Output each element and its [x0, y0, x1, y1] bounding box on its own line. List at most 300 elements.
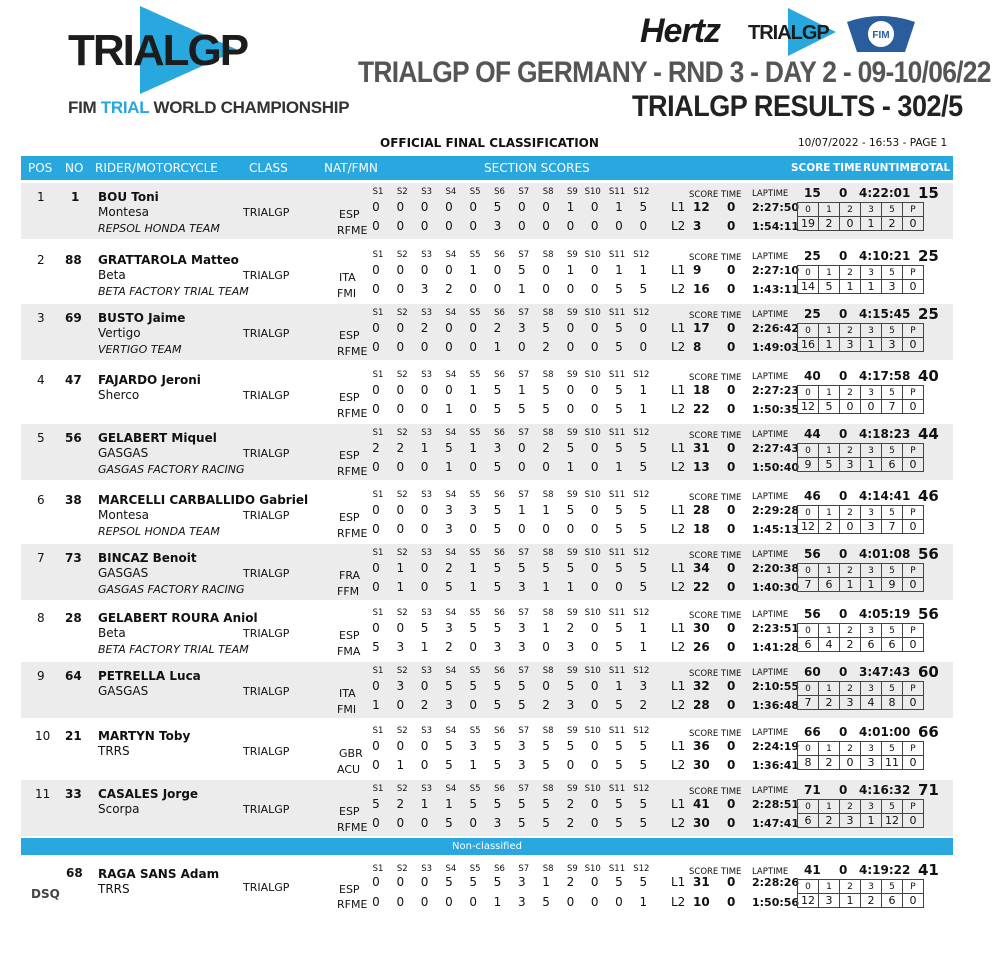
section-score-l2: 0 [372, 340, 380, 354]
motorcycle: Montesa [98, 508, 149, 522]
total: 15 [918, 184, 939, 202]
time-total: 0 [839, 369, 848, 383]
motorcycle: Sherco [98, 388, 140, 402]
grid-header-cell: 0 [798, 444, 819, 458]
section-header: S9 [566, 548, 578, 558]
section-score-l1: 5 [639, 797, 648, 811]
grid-count-cell: 3 [882, 280, 903, 294]
grid-count-cell: 16 [798, 338, 819, 352]
time-subheader: TIME [721, 190, 742, 200]
section-header: S1 [372, 784, 384, 794]
lap1-time: 0 [727, 797, 736, 811]
section-score-l2: 0 [372, 758, 380, 772]
score-subheader: SCORE [689, 493, 719, 503]
score-total: 40 [804, 369, 821, 383]
section-score-l1: 5 [639, 503, 648, 517]
grid-header-cell: 5 [882, 203, 903, 217]
section-score-l2: 1 [542, 580, 550, 594]
position: 7 [37, 551, 45, 565]
lap2-label: L2 [671, 522, 686, 536]
section-score-l1: 0 [639, 321, 648, 335]
score-subheader: SCORE [689, 373, 719, 383]
section-score-l2: 0 [445, 895, 453, 909]
section-score-l2: 0 [396, 219, 405, 233]
grid-header-cell: 5 [882, 880, 903, 894]
section-header: S9 [566, 308, 578, 318]
section-header: S4 [445, 608, 457, 618]
section-score-l1: 5 [493, 739, 502, 753]
section-score-l1: 0 [566, 383, 575, 397]
section-header: S4 [445, 666, 457, 676]
time-total: 0 [839, 607, 848, 621]
motorcycle: GASGAS [98, 446, 149, 460]
class: TRIALGP [243, 745, 290, 758]
section-score-l1: 0 [372, 621, 380, 635]
section-score-l2: 0 [469, 340, 477, 354]
section-score-l2: 3 [445, 698, 453, 712]
table-row [21, 304, 953, 360]
section-score-l2: 0 [396, 698, 405, 712]
section-score-l1: 5 [445, 679, 453, 693]
lap1-score: 30 [693, 621, 710, 635]
section-score-l2: 0 [469, 522, 477, 536]
grid-count-cell: 1 [861, 280, 882, 294]
section-score-l1: 3 [639, 679, 648, 693]
grid-count-cell: 1 [861, 217, 882, 231]
section-score-l2: 0 [542, 522, 550, 536]
grid-header-cell: 5 [882, 506, 903, 520]
section-score-l1: 3 [396, 679, 405, 693]
section-score-l1: 5 [517, 263, 526, 277]
section-score-l2: 0 [420, 895, 429, 909]
grid-header-cell: 2 [840, 386, 861, 400]
section-header: S3 [421, 370, 432, 380]
section-header: S10 [584, 726, 601, 736]
section-score-l1: 5 [420, 621, 429, 635]
score-count-grid [797, 202, 924, 231]
section-score-l2: 0 [615, 580, 623, 594]
section-score-l2: 3 [420, 282, 429, 296]
score-subheader: SCORE [689, 190, 719, 200]
lap2-time: 0 [727, 522, 736, 536]
section-score-l2: 0 [566, 758, 575, 772]
sponsor-bar [640, 8, 930, 58]
section-score-l2: 5 [517, 698, 526, 712]
section-score-l2: 0 [372, 580, 380, 594]
grid-count-cell: 5 [819, 400, 840, 414]
section-score-l2: 0 [420, 758, 429, 772]
lap2-score: 28 [693, 698, 710, 712]
section-score-l2: 5 [372, 640, 380, 654]
grid-header-cell: 3 [861, 266, 882, 280]
class: TRIALGP [243, 206, 290, 219]
laptime-subheader: LAPTIME [752, 610, 789, 620]
lap2-time: 0 [727, 219, 736, 233]
section-score-l2: 0 [445, 219, 453, 233]
time-total: 0 [839, 725, 848, 739]
runtime: 3:47:43 [859, 665, 911, 679]
class: TRIALGP [243, 685, 290, 698]
total: 46 [918, 487, 939, 505]
federation: FMI [337, 287, 357, 300]
rider-number: 38 [65, 493, 82, 507]
laptime-subheader: LAPTIME [752, 430, 789, 440]
laptime-subheader: LAPTIME [752, 492, 789, 502]
section-header: S1 [372, 726, 384, 736]
section-header: S1 [372, 187, 384, 197]
section-score-l2: 0 [590, 340, 599, 354]
lap2-score: 10 [693, 895, 710, 909]
section-score-l1: 5 [542, 321, 550, 335]
section-header: S3 [421, 666, 432, 676]
table-header [21, 156, 953, 180]
section-score-l2: 5 [639, 758, 648, 772]
grid-count-cell: 0 [903, 217, 924, 231]
class: TRIALGP [243, 327, 290, 340]
grid-header-cell: 2 [840, 266, 861, 280]
lap2-label: L2 [671, 402, 686, 416]
lap1-laptime: 2:23:51 [752, 622, 800, 635]
team-name: GASGAS FACTORY RACING [98, 463, 245, 476]
time-subheader: TIME [721, 867, 742, 877]
position: 10 [35, 729, 51, 743]
rider-number: 69 [65, 311, 82, 325]
grid-count-cell: 12 [882, 814, 903, 828]
grid-count-cell: 0 [861, 400, 882, 414]
section-header: S6 [494, 187, 505, 197]
score-count-grid [797, 799, 924, 828]
section-score-l1: 0 [590, 503, 599, 517]
grid-count-cell: 0 [840, 520, 861, 534]
section-score-l2: 1 [639, 895, 648, 909]
total: 56 [918, 545, 939, 563]
section-score-l1: 5 [639, 739, 648, 753]
section-score-l2: 0 [590, 580, 599, 594]
grid-count-cell: 1 [861, 458, 882, 472]
nation: ESP [339, 629, 360, 642]
section-score-l1: 5 [639, 875, 648, 889]
rider-number: 1 [71, 190, 80, 204]
section-header: S9 [566, 370, 578, 380]
section-header: S7 [518, 250, 530, 260]
grid-count-cell: 1 [861, 338, 882, 352]
section-header: S5 [469, 187, 481, 197]
section-header: S2 [396, 250, 408, 260]
table-row [21, 246, 953, 302]
score-count-grid [797, 563, 924, 592]
section-header: S9 [566, 250, 578, 260]
lap1-laptime: 2:29:28 [752, 504, 800, 517]
grid-header-cell: P [903, 564, 924, 578]
section-score-l1: 5 [445, 441, 453, 455]
section-score-l1: 0 [590, 441, 599, 455]
section-header: S10 [584, 187, 601, 197]
section-score-l2: 0 [517, 340, 526, 354]
section-score-l2: 5 [639, 580, 648, 594]
score-total: 41 [804, 863, 821, 877]
lap1-time: 0 [727, 739, 736, 753]
grid-count-cell: 2 [819, 696, 840, 710]
lap2-laptime: 1:36:41 [752, 759, 800, 772]
section-header: S9 [566, 490, 578, 500]
grid-count-cell: 14 [798, 280, 819, 294]
section-score-l2: 0 [590, 282, 599, 296]
lap2-laptime: 1:41:28 [752, 641, 800, 654]
section-score-l2: 0 [590, 698, 599, 712]
lap2-time: 0 [727, 758, 736, 772]
section-score-l1: 5 [639, 441, 648, 455]
grid-header-cell: 1 [819, 203, 840, 217]
federation: RFME [337, 898, 368, 911]
section-score-l1: 0 [396, 383, 405, 397]
section-header: S9 [566, 187, 578, 197]
section-score-l1: 0 [445, 383, 453, 397]
motorcycle: TRRS [98, 882, 130, 896]
section-score-l1: 5 [615, 875, 623, 889]
section-score-l2: 0 [542, 282, 550, 296]
nation: ESP [339, 449, 360, 462]
rider-name: BINCAZ Benoit [98, 551, 197, 565]
section-score-l1: 0 [396, 621, 405, 635]
federation: RFME [337, 465, 368, 478]
section-score-l2: 0 [420, 340, 429, 354]
section-score-l1: 0 [590, 679, 599, 693]
runtime: 4:15:45 [859, 307, 911, 321]
col-no: NO [65, 161, 84, 175]
grid-header-cell: 0 [798, 506, 819, 520]
lap2-time: 0 [727, 282, 736, 296]
position: 1 [37, 190, 45, 204]
section-score-l1: 1 [639, 621, 648, 635]
section-score-l1: 0 [420, 383, 429, 397]
section-score-l2: 2 [639, 698, 648, 712]
section-score-l2: 3 [493, 816, 502, 830]
section-header: S10 [584, 308, 601, 318]
lap2-score: 16 [693, 282, 710, 296]
class: TRIALGP [243, 389, 290, 402]
section-header: S12 [633, 250, 650, 260]
section-score-l2: 1 [639, 402, 648, 416]
section-score-l2: 5 [517, 816, 526, 830]
time-total: 0 [839, 665, 848, 679]
section-header: S2 [396, 490, 408, 500]
lap1-time: 0 [727, 503, 736, 517]
section-score-l2: 3 [396, 640, 405, 654]
section-score-l2: 0 [590, 816, 599, 830]
section-score-l1: 0 [590, 797, 599, 811]
rider-number: 33 [65, 787, 82, 801]
lap2-label: L2 [671, 282, 686, 296]
score-subheader: SCORE [689, 551, 719, 561]
grid-count-cell: 2 [819, 756, 840, 770]
fim-logo-icon [845, 12, 917, 56]
federation: RFME [337, 224, 368, 237]
section-header: S11 [608, 187, 626, 197]
federation: RFME [337, 821, 368, 834]
team-name: REPSOL HONDA TEAM [98, 525, 220, 538]
section-score-l2: 1 [420, 640, 429, 654]
section-score-l1: 1 [639, 263, 648, 277]
lap1-time: 0 [727, 561, 736, 575]
lap1-time: 0 [727, 200, 736, 214]
table-row [21, 486, 953, 542]
grid-count-cell: 5 [819, 280, 840, 294]
grid-count-cell: 0 [840, 217, 861, 231]
col-time: TIME [833, 162, 862, 174]
section-header: S8 [542, 726, 554, 736]
section-score-l2: 5 [615, 640, 623, 654]
grid-count-cell: 7 [882, 520, 903, 534]
grid-header-cell: 1 [819, 742, 840, 756]
section-header: S8 [542, 608, 554, 618]
lap2-time: 0 [727, 580, 736, 594]
section-score-l2: 5 [615, 402, 623, 416]
team-name: VERTIGO TEAM [98, 343, 182, 356]
lap2-time: 0 [727, 640, 736, 654]
grid-count-cell: 1 [819, 338, 840, 352]
section-header: S8 [542, 666, 554, 676]
section-score-l2: 0 [420, 402, 429, 416]
rider-name: PETRELLA Luca [98, 669, 201, 683]
section-score-l1: 0 [493, 263, 502, 277]
section-score-l1: 5 [566, 679, 575, 693]
section-score-l1: 0 [372, 875, 380, 889]
time-total: 0 [839, 863, 848, 877]
section-score-l1: 5 [493, 503, 502, 517]
grid-count-cell: 4 [819, 638, 840, 652]
grid-count-cell: 3 [819, 894, 840, 908]
grid-header-cell: P [903, 880, 924, 894]
section-score-l1: 0 [420, 739, 429, 753]
section-score-l1: 0 [469, 321, 477, 335]
grid-count-cell: 1 [861, 578, 882, 592]
grid-header-cell: 3 [861, 444, 882, 458]
grid-header-cell: P [903, 324, 924, 338]
grid-header-cell: P [903, 266, 924, 280]
grid-count-cell: 0 [903, 696, 924, 710]
rider-number: 88 [65, 253, 82, 267]
section-score-l2: 0 [590, 402, 599, 416]
total: 25 [918, 305, 939, 323]
motorcycle: Scorpa [98, 802, 140, 816]
lap2-label: L2 [671, 580, 686, 594]
section-score-l1: 1 [517, 383, 526, 397]
position: 6 [37, 493, 45, 507]
time-total: 0 [839, 783, 848, 797]
runtime: 4:14:41 [859, 489, 911, 503]
section-score-l2: 0 [469, 816, 477, 830]
grid-count-cell: 1 [840, 578, 861, 592]
section-score-l2: 3 [517, 640, 526, 654]
section-header: S4 [445, 370, 457, 380]
time-subheader: TIME [721, 493, 742, 503]
section-header: S10 [584, 608, 601, 618]
grid-count-cell: 11 [882, 756, 903, 770]
section-score-l2: 1 [372, 698, 380, 712]
grid-count-cell: 6 [819, 578, 840, 592]
section-score-l2: 0 [590, 640, 599, 654]
grid-header-cell: 5 [882, 324, 903, 338]
section-score-l2: 1 [396, 580, 405, 594]
section-score-l1: 0 [517, 200, 526, 214]
grid-count-cell: 12 [798, 400, 819, 414]
laptime-subheader: LAPTIME [752, 372, 789, 382]
section-score-l2: 0 [517, 460, 526, 474]
section-header: S9 [566, 428, 578, 438]
section-header: S7 [518, 548, 530, 558]
total: 41 [918, 861, 939, 879]
grid-header-cell: P [903, 800, 924, 814]
section-header: S12 [633, 666, 650, 676]
class: TRIALGP [243, 509, 290, 522]
lap2-laptime: 1:50:35 [752, 403, 800, 416]
section-header: S2 [396, 666, 408, 676]
lap2-time: 0 [727, 340, 736, 354]
grid-count-cell: 6 [882, 894, 903, 908]
section-score-l2: 0 [590, 522, 599, 536]
section-score-l2: 0 [590, 460, 599, 474]
grid-header-cell: P [903, 682, 924, 696]
section-score-l1: 0 [542, 679, 550, 693]
section-score-l2: 0 [469, 640, 477, 654]
section-score-l1: 0 [420, 263, 429, 277]
position: 11 [35, 787, 51, 801]
lap2-score: 22 [693, 580, 710, 594]
section-score-l1: 0 [372, 739, 380, 753]
section-header: S7 [518, 187, 530, 197]
laptime-subheader: LAPTIME [752, 728, 789, 738]
grid-header-cell: 3 [861, 682, 882, 696]
section-score-l1: 0 [372, 503, 380, 517]
grid-header-cell: 0 [798, 266, 819, 280]
section-score-l1: 0 [445, 263, 453, 277]
time-subheader: TIME [721, 551, 742, 561]
section-header: S7 [518, 608, 530, 618]
section-score-l1: 0 [396, 875, 405, 889]
section-score-l1: 0 [420, 561, 429, 575]
class: TRIALGP [243, 447, 290, 460]
section-header: S12 [633, 428, 650, 438]
section-score-l2: 5 [542, 895, 550, 909]
section-score-l2: 3 [493, 219, 502, 233]
section-score-l1: 5 [469, 875, 477, 889]
section-score-l2: 0 [469, 282, 477, 296]
section-score-l1: 2 [445, 561, 453, 575]
grid-header-cell: 0 [798, 742, 819, 756]
rider-number: 56 [65, 431, 82, 445]
section-score-l1: 0 [517, 441, 526, 455]
section-header: S2 [396, 726, 408, 736]
logo-text: TRIALGP [68, 26, 248, 75]
section-score-l1: 0 [420, 200, 429, 214]
nation: GBR [339, 747, 363, 760]
section-header: S10 [584, 250, 601, 260]
section-score-l1: 5 [493, 679, 502, 693]
total: 44 [918, 425, 939, 443]
section-header: S2 [396, 548, 408, 558]
col-rider: RIDER/MOTORCYCLE [95, 161, 218, 175]
section-score-l2: 2 [445, 282, 453, 296]
section-header: S3 [421, 608, 432, 618]
section-score-l1: 1 [615, 679, 623, 693]
section-header: S12 [633, 370, 650, 380]
section-score-l1: 1 [566, 263, 575, 277]
section-header: S3 [421, 308, 432, 318]
table-row [21, 183, 953, 239]
federation: RFME [337, 407, 368, 420]
grid-header-cell: P [903, 386, 924, 400]
section-header: S4 [445, 250, 457, 260]
